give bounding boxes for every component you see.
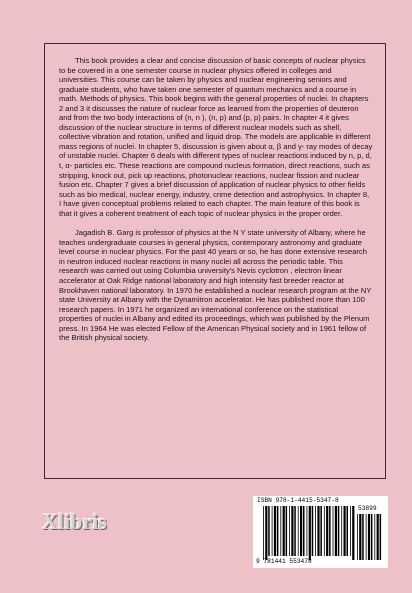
- barcode-bar: [341, 506, 342, 556]
- barcode-bar: [338, 506, 340, 556]
- barcode-bar: [280, 506, 281, 556]
- ean-digits: 9 781441 553478: [256, 558, 312, 565]
- barcode-bar: [344, 506, 346, 556]
- barcode-bar: [294, 506, 296, 556]
- barcode-bar: [352, 506, 354, 560]
- barcode-bar: [263, 506, 264, 560]
- barcode-bar: [265, 506, 267, 560]
- barcode-bar: [380, 514, 382, 560]
- barcode-bar: [320, 506, 322, 556]
- barcode-bar: [357, 514, 358, 560]
- barcode-bar: [335, 506, 337, 556]
- book-description: [59, 56, 373, 218]
- barcode-bar: [317, 506, 319, 556]
- author-bio: [59, 228, 373, 343]
- isbn-label: ISBN 978-1-4415-5347-8: [257, 497, 339, 504]
- book-description-text: This book provides a clear and concise discussion of basic concepts of nuclear physics to be covered in a one semester course in nuclear physics offered in colleges and universities. This course can be taken by physics and nuclear engineering seniors and graduate students, who have taken one semester of quantum mechanics and a course in math. Methods of physics. This book begins with the general properties of nuclei. In chapters 2 and 3 it discusses the nature of nuclear force as learned from the properties of deuteron and from the two body interactions of (n, n ), (n, p) and (p, p) pairs. In chapter 4 it gives discussion of the nuclear structure in terms of different nuclear models such as shell, collective vibration and rotation, unified and liquid drop. The models are applicable in different mass regions of nuclei. In chapter 5, discussion is given about α, β and γ- ray modes of decay of unstable nuclei. Chapter 6 deals with different types of nuclear reactions induced by n, p, d, t, α- particles etc. These reactions are compound nucleus formation, direct reactions, such as stripping, knock out, pick up reactions, photonuclear reactions, nuclear fission and nuclear fusion etc. Chapter 7 gives a brief discussion of application of nuclear physics to other fields such as bio medical, nuclear energy, industry, crime detection and astrophysics. In chapter 8, I have given conceptual problems related to each chapter. The main feature of this book is that it gives a coherent treatment of each topic of nuclear physics in the proper order.: [59, 56, 373, 218]
- barcode-bar: [374, 514, 375, 560]
- barcode-bar: [307, 506, 308, 556]
- barcode: [253, 496, 388, 568]
- barcode-bar: [362, 514, 364, 560]
- barcode-bar: [303, 506, 305, 556]
- barcode-bar: [368, 514, 370, 560]
- author-bio-text: Jagadish B. Garg is professor of physics at the N Y state university of Albany, where he teaches undergraduate courses in general physics, contemporary astronomy and graduate level course in nuclear physics. For the past 40 years or so, he has done extensive research in neutron induced nuclear reactions in many nuclei all across the periodic table. This research was carried out using Columbia university's Nevis cyclotron , electron linear accelerator at Oak Ridge national laboratory and high intensity fast breeder reactor at Brookhaven national laboratory. In 1970 he established a nuclear research program at the NY state University at Albany with the Dynamitron accelerator. He has published more than 100 research papers. In 1971 he organized an international conference on the statistical properties of nuclei in Albany and edited its proceedings, which was published by the Plenum press. In 1964 He was elected Fellow of the American Physical society and in 1961 fellow of the British physical society.: [59, 228, 372, 343]
- barcode-bar: [309, 506, 311, 560]
- barcode-bar: [326, 506, 328, 556]
- barcode-bar: [283, 506, 285, 556]
- barcode-bar: [312, 506, 314, 556]
- barcode-bar: [277, 506, 279, 556]
- price-addon-number: 53899: [358, 505, 377, 512]
- barcode-bar: [329, 506, 331, 556]
- barcode-bar: [298, 506, 299, 556]
- ean-barcode-bars: [263, 506, 355, 560]
- barcode-bar: [291, 506, 293, 556]
- description-box: [44, 43, 386, 479]
- barcode-bar: [347, 506, 349, 556]
- addon-barcode-bars: [357, 514, 383, 560]
- barcode-bar: [300, 506, 302, 556]
- barcode-bar: [315, 506, 316, 556]
- barcode-bar: [324, 506, 325, 556]
- barcode-bar: [274, 506, 276, 556]
- barcode-bar: [377, 514, 379, 560]
- barcode-bar: [286, 506, 288, 556]
- barcode-bar: [371, 514, 373, 560]
- barcode-bar: [289, 506, 290, 556]
- barcode-bar: [268, 506, 270, 556]
- barcode-bar: [272, 506, 273, 556]
- barcode-bar: [366, 514, 367, 560]
- barcode-bar: [359, 514, 361, 560]
- barcode-bar: [333, 506, 334, 556]
- barcode-bar: [350, 506, 351, 556]
- xlibris-logo: Xlibris: [42, 509, 107, 534]
